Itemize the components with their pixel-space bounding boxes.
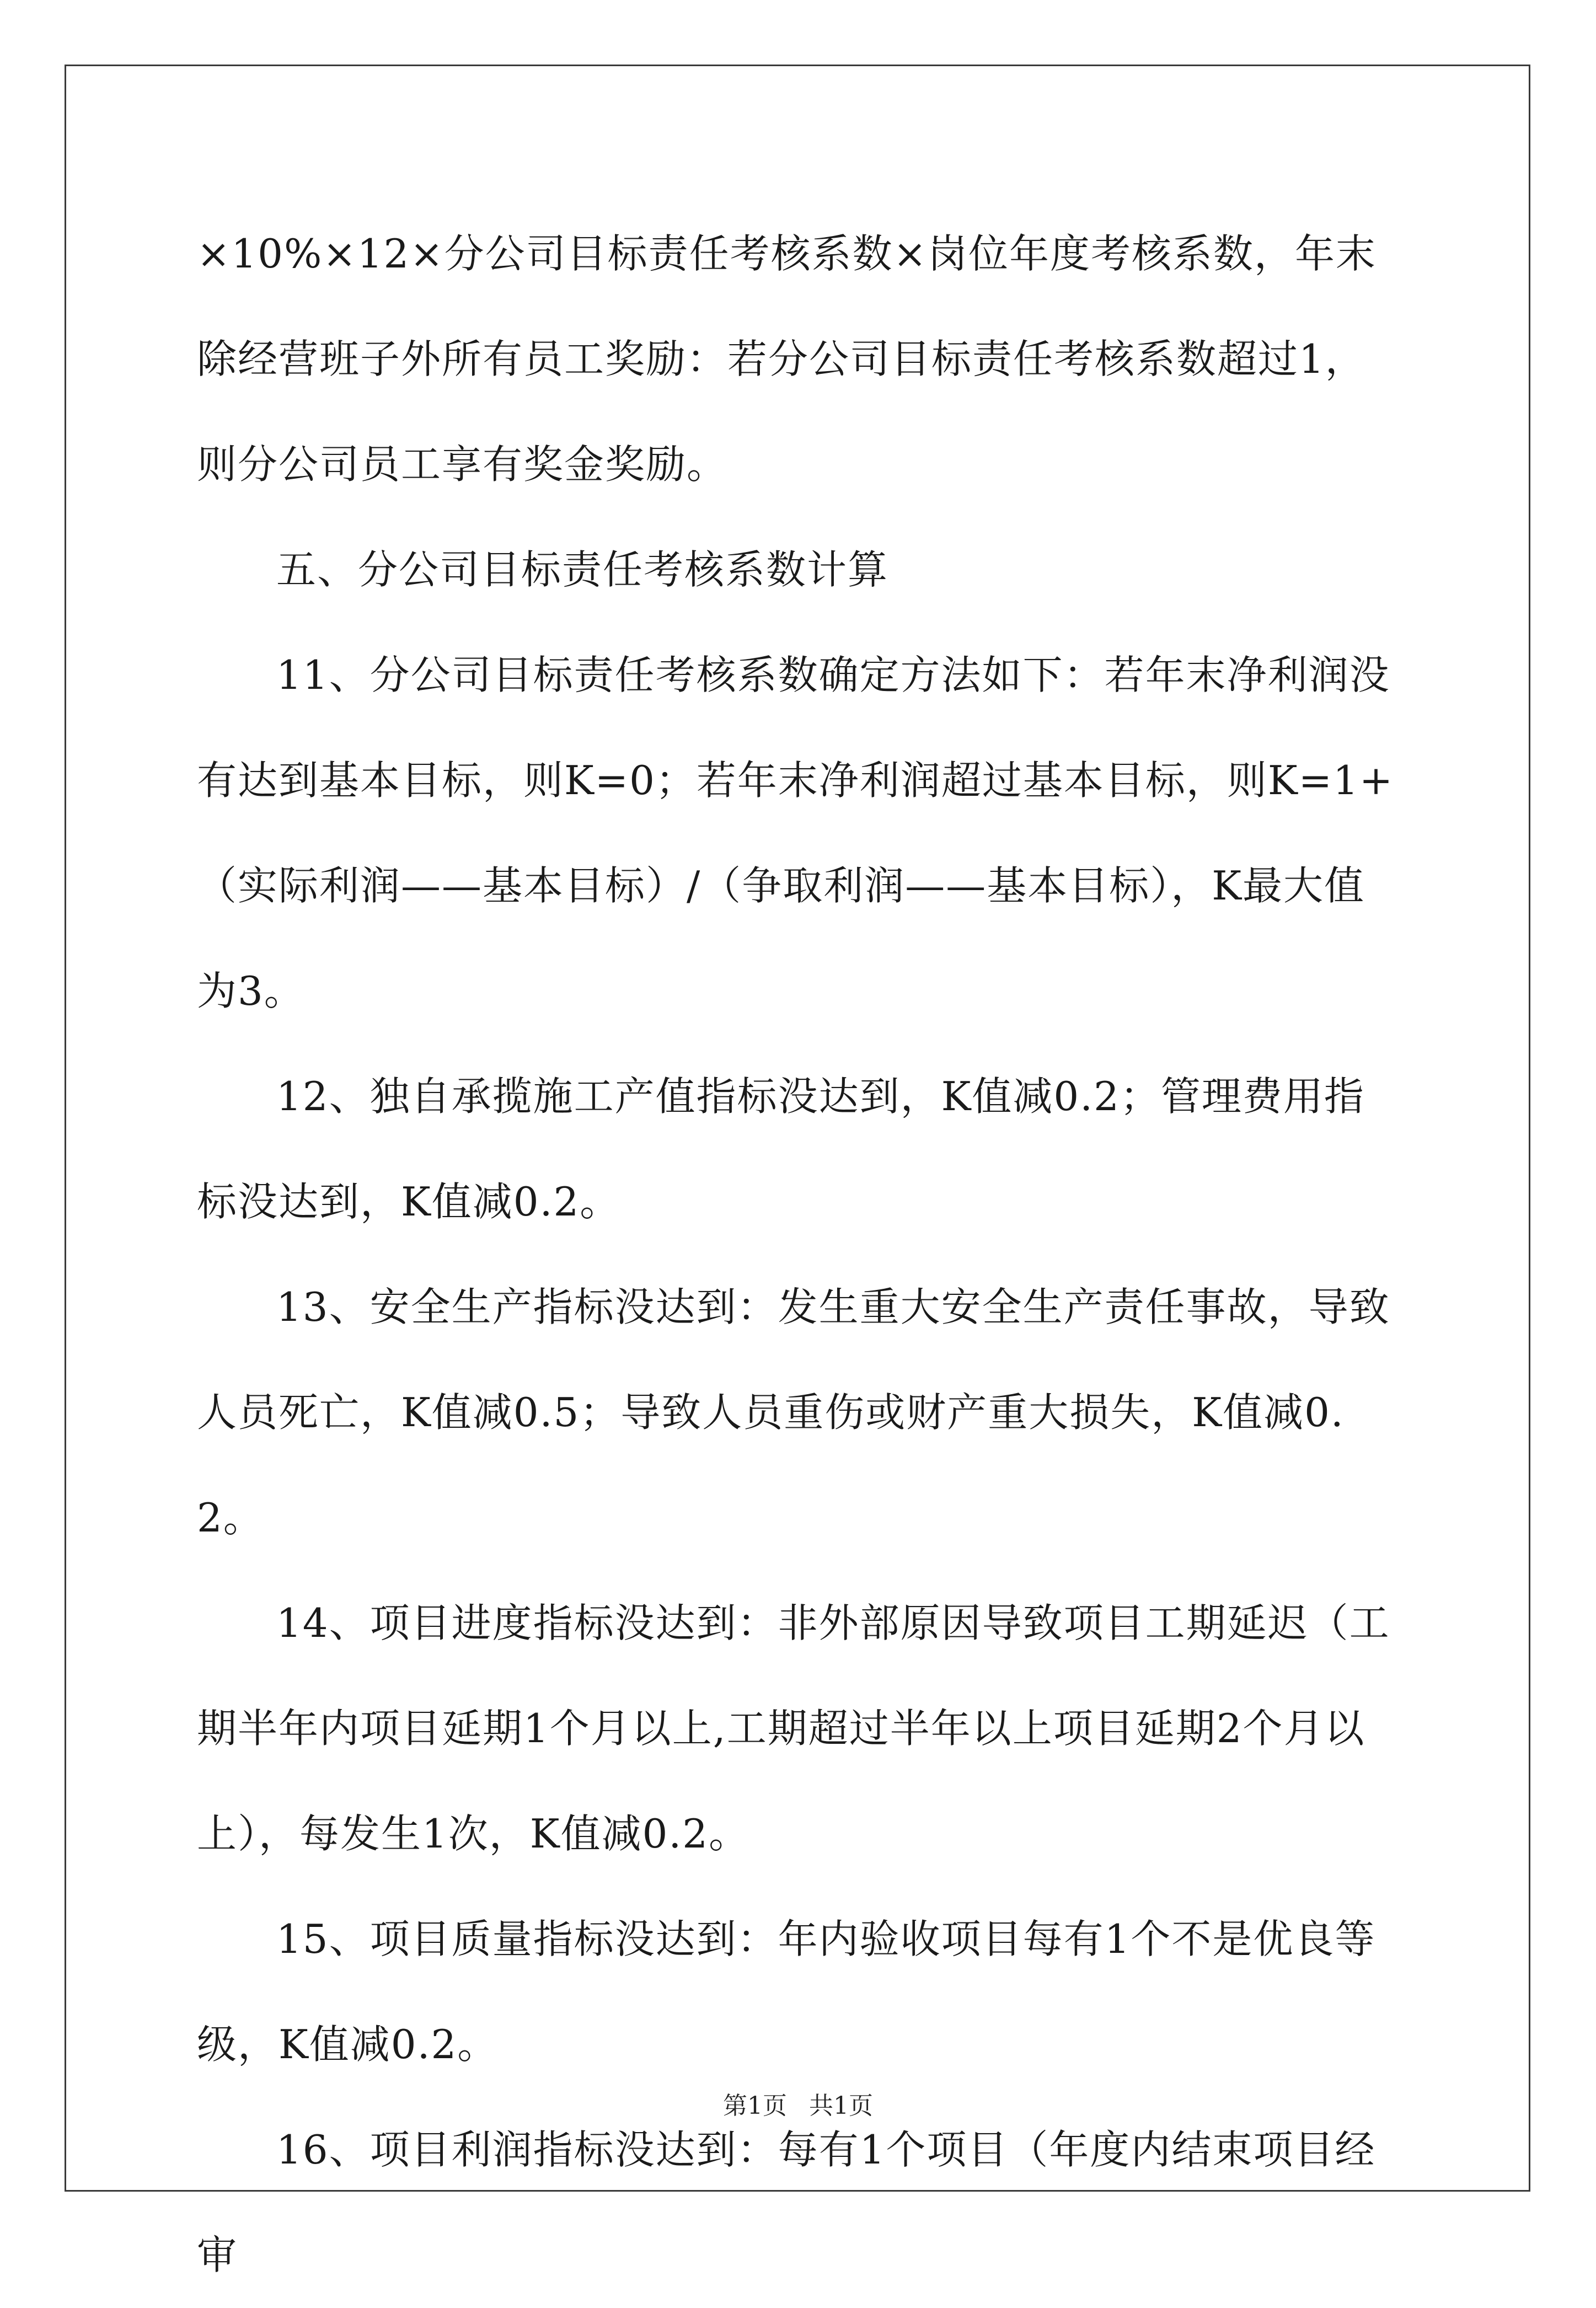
page-footer <box>0 2086 1596 2121</box>
paragraph-item-16: 16、项目利润指标没达到：每有1个项目（年度内结束项目经审 <box>197 2127 1376 2278</box>
section-heading: 五、分公司目标责任考核系数计算 <box>276 547 889 593</box>
page-number: 第1页 <box>723 2092 787 2120</box>
paragraph-continuation: ×10%×12×分公司目标责任考核系数×岗位年度考核系数，年末除经营班子外所有员工奖励：若分公司目标责任考核系数超过1，则分公司员工享有奖金奖励。 <box>197 231 1377 488</box>
paragraph-item-15: 15、项目质量指标没达到：年内验收项目每有1个不是优良等级，K值减0.2。 <box>197 1916 1376 2068</box>
document-body <box>197 201 1399 2308</box>
paragraph-item-12: 12、独自承揽施工产值指标没达到，K值减0.2；管理费用指标没达到，K值减0.2。 <box>197 1073 1365 1225</box>
paragraph-item-13: 13、安全生产指标没达到：发生重大安全生产责任事故，导致人员死亡，K值减0.5；导致人员重伤或财产重大损失，K值减0.2。 <box>197 1284 1390 1541</box>
paragraph-item-14: 14、项目进度指标没达到：非外部原因导致项目工期延迟（工期半年内项目延期1个月以上,工期超过半年以上项目延期2个月以上），每发生1次，K值减0.2。 <box>197 1600 1390 1857</box>
paragraph-item-11: 11、分公司目标责任考核系数确定方法如下：若年末净利润没有达到基本目标，则K=0；若年末净利润超过基本目标，则K=1+（实际利润——基本目标）/（争取利润——基本目标），K最大值为3。 <box>197 652 1394 1014</box>
page-total: 共1页 <box>809 2092 873 2120</box>
